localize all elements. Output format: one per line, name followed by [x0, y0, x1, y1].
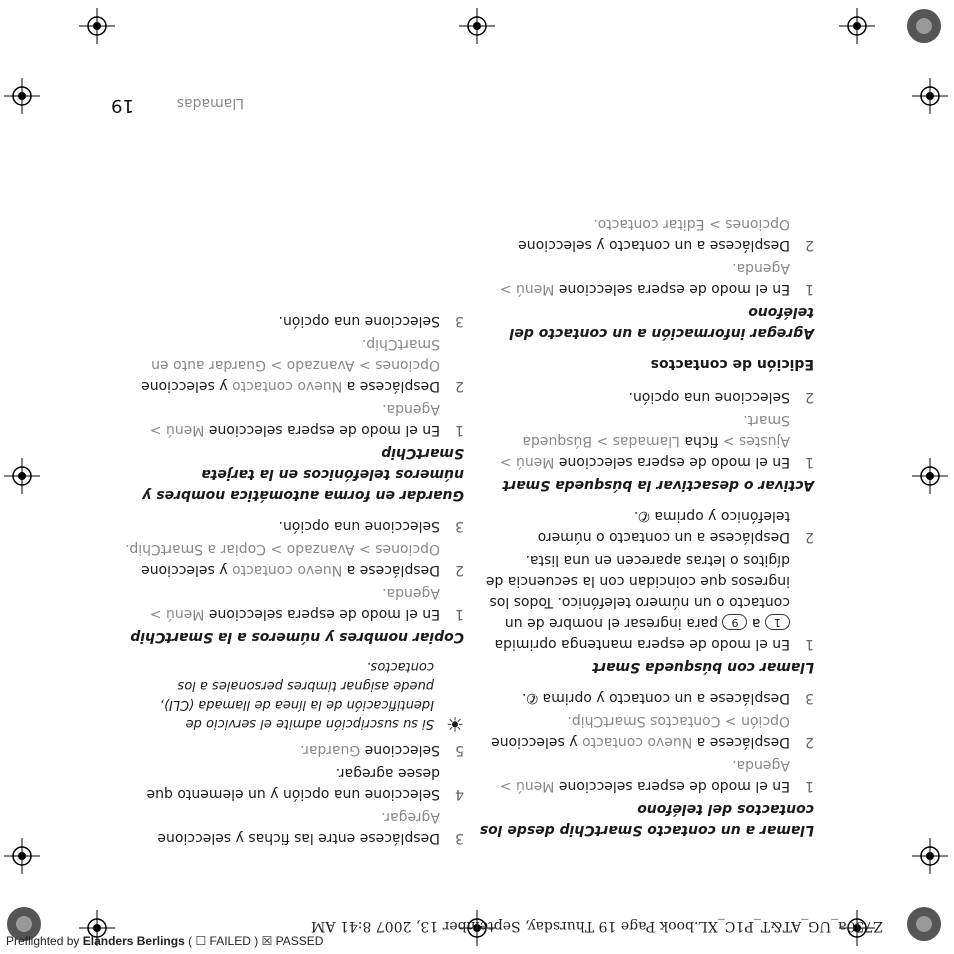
heading: Agregar información a un contacto del teléfono	[509, 304, 814, 341]
step: 1 En el modo de espera seleccione Menú > Agenda.	[149, 401, 464, 438]
step: 2 Desplácese a un contacto o número telefónico y oprima ✆.	[537, 508, 814, 545]
preflight-footer: Preflighted by Elanders Berlings ( ☐ FAILED ) ☒ PASSED	[6, 934, 324, 948]
step: 3 Desplácese a un contacto y oprima ✆.	[521, 690, 814, 706]
right-column	[124, 308, 464, 850]
step: 1 En el modo de espera seleccione Menú > Ajustes > ficha Llamadas > Búsqueda Smart.	[499, 412, 814, 470]
key-9-icon: 9	[723, 614, 748, 630]
step: 1 En el modo de espera seleccione Menú > Agenda.	[499, 757, 814, 794]
heading: Llamar con búsqueda Smart	[592, 659, 814, 675]
step: 1 En el modo de espera mantenga oprimida 1 a 9 para ingresar el nombre de un contacto o un número telefónico. Todos los ingresos que coincidan con la secuencia de dígitos o letras aparecen en una lista.	[485, 552, 814, 652]
heading: Activar o desactivar la búsqueda Smart	[502, 477, 814, 493]
page-number: 19	[111, 95, 134, 116]
step: 2 Desplácese a Nuevo contacto y seleccione Opciones > Avanzado > Guardar auto en SmartChip.	[141, 336, 464, 394]
step: 3 Desplácese entre las fichas y seleccione Agregar.	[157, 809, 464, 846]
book-header: Z750a_UG_AT&T_P1C_XL.book Page 19 Thursday, September 13, 2007 8:41 AM	[311, 918, 883, 934]
heading: Copiar nombres y números a la SmartChip	[130, 629, 464, 645]
heading: Guardar en forma automática nombres y números telefónicos en la tarjeta SmartChip	[142, 445, 464, 503]
step: 1 En el modo de espera seleccione Menú > Agenda.	[149, 585, 464, 622]
lightbulb-tip-icon: ☀	[446, 712, 464, 736]
step: 3 Seleccione una opción.	[278, 518, 464, 534]
tip: ☀ Si su suscripción admite el servicio de Identificación de la línea de llamada (CLI), puede asignar timbres personales a los contactos.	[159, 659, 464, 736]
heading: Llamar a un contacto SmartChip desde los contactos del teléfono	[479, 801, 814, 838]
step: 2 Desplácese a un contacto y seleccione Opciones > Editar contacto.	[518, 216, 814, 253]
step: 2 Desplácese a Nuevo contacto y seleccione Opción > Contactos SmartChip.	[491, 713, 814, 750]
step: 2 Desplácese a Nuevo contacto y seleccione Opciones > Avanzado > Copiar a SmartChip.	[124, 541, 464, 578]
left-column	[474, 211, 814, 850]
step: 3 Seleccione una opción.	[278, 313, 464, 329]
step: 4 Seleccione una opción y un elemento que desee agregar.	[146, 765, 464, 802]
step: 2 Seleccione una opción.	[628, 389, 814, 405]
key-1-icon: 1	[765, 614, 790, 630]
step: 5 Seleccione Guardar.	[300, 742, 464, 758]
step: 1 En el modo de espera seleccione Menú > Agenda.	[499, 260, 814, 297]
call-key-icon: ✆	[638, 508, 650, 524]
section-title: Edición de contactos	[650, 356, 814, 372]
brand: Elanders Berlings	[82, 934, 185, 948]
page-title: Llamadas	[176, 95, 244, 111]
call-key-icon: ✆	[526, 690, 539, 706]
